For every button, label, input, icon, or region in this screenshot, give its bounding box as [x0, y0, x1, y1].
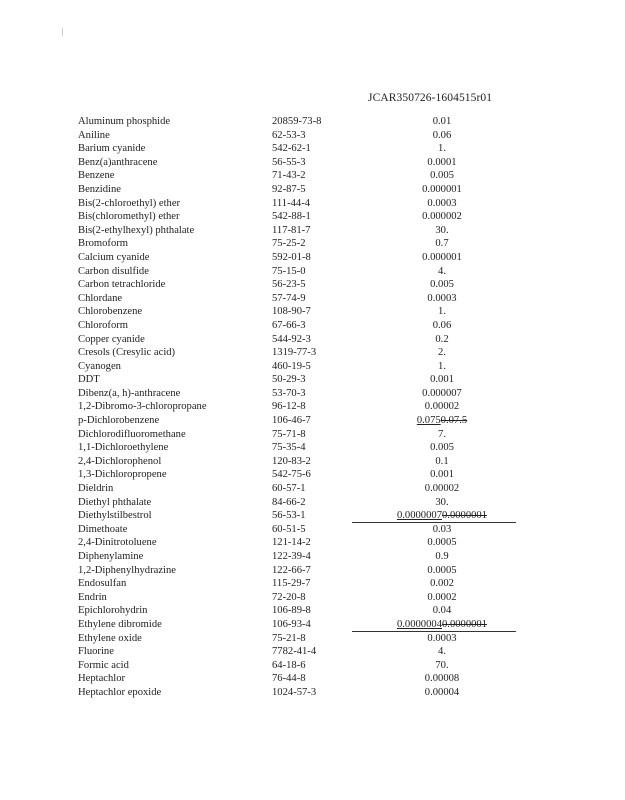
table-row [0, 265, 625, 279]
table-row [0, 659, 625, 673]
substance-table [0, 115, 625, 700]
cas-number: 75-25-2 [272, 238, 306, 250]
cas-number: 84-66-2 [272, 496, 306, 508]
substance-name: Heptachlor [78, 673, 126, 685]
limit-value: 0.1 [435, 455, 449, 467]
table-row [0, 618, 625, 632]
inserted-value: 0.0000007 [396, 510, 442, 522]
cas-number: 60-57-1 [272, 483, 306, 495]
limit-value: 0.005 [430, 170, 454, 182]
cas-number: 7782-41-4 [272, 646, 317, 658]
cas-number: 542-62-1 [272, 143, 311, 155]
cas-number: 50-29-3 [272, 374, 306, 386]
substance-name: Endosulfan [78, 578, 127, 590]
cas-number: 117-81-7 [272, 224, 311, 236]
table-row [0, 251, 625, 265]
substance-name: Formic acid [78, 659, 129, 671]
limit-value: 1. [438, 143, 446, 155]
cas-number: 60-51-5 [272, 523, 306, 535]
cas-number: 75-21-8 [272, 632, 306, 644]
limit-value [352, 618, 532, 632]
limit-value: 0.06 [432, 129, 452, 141]
table-row [0, 604, 625, 618]
substance-name: Diethylstilbestrol [78, 510, 152, 522]
substance-name: Dieldrin [78, 483, 114, 495]
limit-value: 0.7 [435, 238, 449, 250]
cas-number: 72-20-8 [272, 591, 306, 603]
limit-value: 0.0005 [427, 564, 457, 576]
substance-name: Diethyl phthalate [78, 496, 152, 508]
cas-number: 460-19-5 [272, 360, 311, 372]
substance-name: Dichlorodifluoromethane [78, 428, 186, 440]
substance-name: Dibenz(a, h)-anthracene [78, 387, 181, 399]
table-row [0, 210, 625, 224]
substance-name: Aniline [78, 129, 110, 141]
table-row [0, 468, 625, 482]
cas-number: 20859-73-8 [272, 116, 322, 127]
limit-value: 0.00008 [424, 673, 460, 685]
table-row [0, 319, 625, 333]
table-row [0, 142, 625, 156]
limit-value: 0.04 [432, 605, 452, 617]
table-row [0, 577, 625, 591]
substance-name: Heptachlor epoxide [78, 686, 162, 698]
limit-value: 0.01 [432, 116, 452, 127]
limit-value: 0.00002 [424, 401, 460, 413]
substance-name: Dimethoate [78, 523, 128, 535]
limit-value: 0.002 [430, 578, 454, 590]
cas-number: 53-70-3 [272, 387, 306, 399]
substance-name: Cresols (Cresylic acid) [78, 347, 176, 359]
table-row [0, 455, 625, 469]
limit-value: 0.0005 [427, 537, 457, 549]
substance-name: Chlorobenzene [78, 306, 143, 318]
table-row [0, 360, 625, 374]
limit-value: 0.005 [430, 442, 454, 454]
table-row [0, 387, 625, 401]
limit-value: 0.000001 [422, 251, 462, 263]
cas-number: 544-92-3 [272, 333, 311, 345]
cas-number: 92-87-5 [272, 183, 306, 195]
table-row [0, 224, 625, 238]
table-row [0, 156, 625, 170]
table-row [0, 129, 625, 143]
substance-name: Bis(2-chloroethyl) ether [78, 197, 181, 209]
table-row [0, 428, 625, 442]
table-row [0, 183, 625, 197]
limit-value: 30. [435, 224, 449, 236]
limit-value: 0.001 [430, 374, 454, 386]
table-row [0, 292, 625, 306]
substance-name: Diphenylamine [78, 551, 144, 562]
limit-value: 0.0003 [427, 632, 457, 644]
substance-name: Fluorine [78, 646, 114, 658]
limit-value: 0.00002 [424, 483, 460, 495]
substance-name: Benzidine [78, 183, 121, 195]
table-row [0, 564, 625, 578]
cas-number: 76-44-8 [272, 673, 306, 685]
substance-name: Chlordane [78, 292, 123, 304]
cas-number: 115-29-7 [272, 578, 311, 590]
table-row [0, 536, 625, 550]
limit-value: 0.06 [432, 319, 452, 331]
inserted-value: 0.0000004 [396, 618, 442, 630]
substance-name: 1,1-Dichloroethylene [78, 442, 169, 454]
limit-value: 70. [435, 659, 449, 671]
substance-name: 1,2-Dibromo-3-chloropropane [78, 401, 207, 413]
table-row [0, 400, 625, 414]
table-row [0, 278, 625, 292]
table-row [0, 645, 625, 659]
substance-name: Aluminum phosphide [78, 116, 171, 127]
cas-number: 108-90-7 [272, 306, 311, 318]
table-row [0, 414, 625, 428]
cas-number: 592-01-8 [272, 251, 311, 263]
substance-name: p-Dichlorobenzene [78, 415, 160, 427]
cas-number: 542-75-6 [272, 469, 311, 481]
table-row [0, 115, 625, 129]
cas-number: 96-12-8 [272, 401, 306, 413]
substance-name: Bromoform [78, 238, 129, 250]
deleted-value: 0.0000001 [442, 618, 488, 630]
limit-value: 0.9 [435, 551, 449, 562]
table-row [0, 509, 625, 523]
limit-value: 30. [435, 496, 449, 508]
limit-value: 2. [438, 347, 446, 359]
limit-value: 4. [438, 646, 446, 658]
cas-number: 106-46-7 [272, 415, 311, 427]
cas-number: 106-93-4 [272, 618, 311, 630]
cas-number: 121-14-2 [272, 537, 311, 549]
substance-name: 2,4-Dinitrotoluene [78, 537, 157, 549]
limit-value: 0.0003 [427, 197, 457, 209]
substance-name: Carbon disulfide [78, 265, 149, 277]
cas-number: 64-18-6 [272, 659, 306, 671]
limit-value: 0.000007 [422, 387, 462, 399]
substance-name: Copper cyanide [78, 333, 145, 345]
table-row [0, 591, 625, 605]
substance-name: Benz(a)anthracene [78, 156, 158, 168]
substance-name: 1,2-Diphenylhydrazine [78, 564, 176, 576]
table-row [0, 482, 625, 496]
table-row [0, 346, 625, 360]
cas-number: 67-66-3 [272, 319, 306, 331]
substance-name: Epichlorohydrin [78, 605, 148, 617]
table-row [0, 550, 625, 564]
cas-number: 56-55-3 [272, 156, 306, 168]
table-row [0, 441, 625, 455]
limit-value: 0.0001 [427, 156, 457, 168]
deleted-value: 0.07.5 [440, 415, 468, 427]
limit-value: 1. [438, 360, 446, 372]
limit-value: 0.00004 [424, 686, 460, 698]
cas-number: 106-89-8 [272, 605, 311, 617]
table-row [0, 672, 625, 686]
cas-number: 122-39-4 [272, 551, 311, 562]
substance-name: Barium cyanide [78, 143, 146, 155]
table-row [0, 523, 625, 537]
cas-number: 62-53-3 [272, 129, 306, 141]
substance-name: Ethylene oxide [78, 632, 142, 644]
page-edge-mark [62, 28, 63, 36]
deleted-value: 0.0000001 [442, 510, 488, 522]
limit-value: 0.2 [435, 333, 449, 345]
substance-name: Calcium cyanide [78, 251, 150, 263]
cas-number: 122-66-7 [272, 564, 311, 576]
substance-name: Bis(chloromethyl) ether [78, 211, 180, 223]
limit-value: 4. [438, 265, 446, 277]
table-row [0, 169, 625, 183]
substance-name: Carbon tetrachloride [78, 279, 166, 291]
substance-name: 2,4-Dichlorophenol [78, 455, 162, 467]
cas-number: 56-23-5 [272, 279, 306, 291]
limit-value: 0.000002 [422, 211, 462, 223]
cas-number: 111-44-4 [272, 197, 311, 209]
table-row [0, 237, 625, 251]
cas-number: 75-35-4 [272, 442, 306, 454]
cas-number: 120-83-2 [272, 455, 311, 467]
document-id: JCAR350726-1604515r01 [368, 92, 493, 104]
limit-value: 1. [438, 306, 446, 318]
cas-number: 542-88-1 [272, 211, 311, 223]
substance-name: Ethylene dibromide [78, 618, 162, 630]
substance-name: Cyanogen [78, 360, 121, 372]
limit-value: 0.005 [430, 279, 454, 291]
table-row [0, 197, 625, 211]
cas-number: 75-15-0 [272, 265, 306, 277]
inserted-value: 0.075 [416, 415, 441, 427]
cas-number: 57-74-9 [272, 292, 306, 304]
table-row [0, 632, 625, 646]
limit-value: 0.000001 [422, 183, 462, 195]
limit-value: 7. [438, 428, 446, 440]
substance-name: 1,3-Dichloropropene [78, 469, 167, 481]
table-row [0, 333, 625, 347]
substance-name: Bis(2-ethylhexyl) phthalate [78, 224, 195, 236]
cas-number: 1319-77-3 [272, 347, 317, 359]
limit-value: 0.001 [430, 469, 454, 481]
limit-value: 0.0002 [427, 591, 457, 603]
table-row [0, 305, 625, 319]
table-row [0, 373, 625, 387]
cas-number: 71-43-2 [272, 170, 306, 182]
substance-name: Benzene [78, 170, 115, 182]
table-row [0, 686, 625, 700]
cas-number: 75-71-8 [272, 428, 306, 440]
substance-name: DDT [78, 374, 100, 386]
substance-name: Chloroform [78, 319, 129, 331]
limit-value [352, 414, 532, 428]
table-row [0, 496, 625, 510]
cas-number: 1024-57-3 [272, 686, 317, 698]
limit-value: 0.03 [432, 523, 452, 535]
limit-value: 0.0003 [427, 292, 457, 304]
cas-number: 56-53-1 [272, 510, 306, 522]
substance-name: Endrin [78, 591, 107, 603]
limit-value [352, 509, 532, 523]
